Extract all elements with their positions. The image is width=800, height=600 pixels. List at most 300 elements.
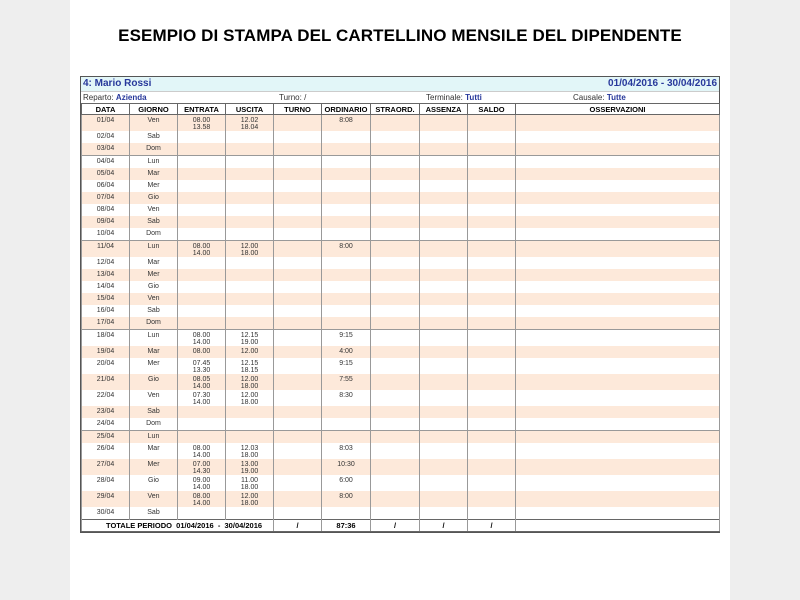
- cell-turno-text: [274, 491, 321, 493]
- total-assenza: /: [420, 520, 468, 532]
- cell-straord-text: [371, 475, 419, 477]
- col-straord: STRAORD.: [371, 104, 420, 115]
- cell-turno-text: [274, 269, 321, 271]
- table-row: [82, 507, 720, 520]
- cell-data: [82, 293, 130, 305]
- cell-uscita-time: 18.00: [240, 250, 259, 257]
- cell-saldo-text: [468, 374, 515, 376]
- cell-turno: [274, 216, 322, 228]
- cell-saldo: [468, 204, 516, 216]
- cell-saldo: [468, 346, 516, 358]
- cell-data: [82, 143, 130, 156]
- cell-saldo: [468, 358, 516, 374]
- cell-assenza: [420, 192, 468, 204]
- cell-entrata: [178, 131, 226, 143]
- cell-osservazioni: [516, 180, 720, 192]
- reparto-info: [83, 93, 147, 102]
- cell-turno-text: [274, 358, 321, 360]
- cell-entrata-times: [178, 317, 225, 319]
- employee-name: 4: Mario Rossi: [83, 78, 152, 89]
- cell-entrata: [178, 374, 226, 390]
- cell-entrata-time: 08.00: [192, 332, 211, 339]
- cell-osservazioni-text: [516, 281, 719, 283]
- cell-data: [82, 168, 130, 180]
- cell-osservazioni-text: [516, 257, 719, 259]
- cell-saldo-text: [468, 131, 515, 133]
- cell-uscita: [226, 216, 274, 228]
- cell-assenza: [420, 228, 468, 241]
- cell-data: [82, 443, 130, 459]
- cell-assenza-text: [420, 507, 467, 509]
- cell-ordinario-text: 6:00: [339, 477, 353, 484]
- cell-uscita-time: 18.00: [240, 484, 259, 491]
- cell-uscita-times: [226, 406, 273, 408]
- cell-turno: [274, 507, 322, 520]
- table-row: [82, 406, 720, 418]
- cell-saldo-text: [468, 406, 515, 408]
- cell-data-text: 26/04: [96, 445, 115, 452]
- cell-assenza-text: [420, 358, 467, 360]
- cell-giorno-text: Mar: [147, 259, 160, 266]
- cell-straord: [371, 406, 420, 418]
- cell-assenza-text: [420, 115, 467, 117]
- reparto-value: Azienda: [115, 93, 147, 102]
- cell-straord: [371, 131, 420, 143]
- cell-saldo: [468, 390, 516, 406]
- cell-data-text: 16/04: [96, 307, 115, 314]
- timecard: [80, 76, 720, 533]
- cell-assenza-text: [420, 346, 467, 348]
- cell-assenza: [420, 131, 468, 143]
- cell-uscita-times: [226, 475, 273, 491]
- cell-assenza-text: [420, 204, 467, 206]
- cell-data-text: 23/04: [96, 408, 115, 415]
- cell-giorno-text: Ven: [147, 117, 160, 124]
- turno-label: Turno:: [279, 93, 302, 102]
- cell-giorno: [130, 418, 178, 431]
- cell-assenza-text: [420, 180, 467, 182]
- cell-straord-text: [371, 358, 419, 360]
- cell-giorno-text: Lun: [147, 158, 160, 165]
- cell-turno: [274, 192, 322, 204]
- cell-giorno-text: Gio: [148, 194, 159, 201]
- cell-saldo-text: [468, 143, 515, 145]
- cell-data: [82, 358, 130, 374]
- cell-entrata-times: [178, 418, 225, 420]
- cell-giorno: [130, 216, 178, 228]
- cell-entrata-times: [178, 143, 225, 145]
- cell-saldo: [468, 180, 516, 192]
- cell-assenza-text: [420, 131, 467, 133]
- cell-saldo: [468, 192, 516, 204]
- cell-entrata-time: 14.00: [192, 399, 211, 406]
- cell-entrata-times: [178, 269, 225, 271]
- cell-entrata: [178, 418, 226, 431]
- table-row: [82, 168, 720, 180]
- cell-straord-text: [371, 192, 419, 194]
- cell-turno-text: [274, 330, 321, 332]
- cell-saldo: [468, 443, 516, 459]
- cell-data-text: 29/04: [96, 493, 115, 500]
- cell-giorno: [130, 491, 178, 507]
- cell-assenza-text: [420, 491, 467, 493]
- cell-straord: [371, 180, 420, 192]
- total-row: [82, 520, 720, 532]
- cell-osservazioni: [516, 443, 720, 459]
- cell-entrata-times: [178, 459, 225, 475]
- cell-ordinario: [322, 257, 371, 269]
- cell-ordinario: [322, 192, 371, 204]
- cell-entrata-time: 08.00: [192, 493, 211, 500]
- cell-osservazioni: [516, 491, 720, 507]
- cell-entrata-time: 08.00: [192, 243, 211, 250]
- cell-osservazioni: [516, 168, 720, 180]
- attendance-table: [81, 103, 720, 532]
- cell-turno: [274, 330, 322, 347]
- table-row: [82, 131, 720, 143]
- cell-ordinario: [322, 204, 371, 216]
- cell-osservazioni: [516, 406, 720, 418]
- cell-straord-text: [371, 281, 419, 283]
- table-row: [82, 475, 720, 491]
- cell-ordinario: [322, 269, 371, 281]
- cell-giorno: [130, 293, 178, 305]
- cell-giorno: [130, 180, 178, 192]
- causale-value: Tutte: [606, 93, 626, 102]
- cell-entrata: [178, 431, 226, 444]
- cell-data: [82, 192, 130, 204]
- table-row: [82, 143, 720, 156]
- cell-osservazioni: [516, 228, 720, 241]
- cell-entrata-times: [178, 443, 225, 459]
- table-row: [82, 346, 720, 358]
- cell-saldo-text: [468, 168, 515, 170]
- cell-turno: [274, 346, 322, 358]
- cell-assenza: [420, 115, 468, 132]
- cell-turno: [274, 180, 322, 192]
- cell-data: [82, 241, 130, 258]
- cell-ordinario: [322, 281, 371, 293]
- cell-ordinario: [322, 115, 371, 132]
- cell-uscita: [226, 143, 274, 156]
- cell-saldo-text: [468, 281, 515, 283]
- cell-data: [82, 228, 130, 241]
- cell-entrata-time: 14.00: [192, 250, 211, 257]
- cell-straord: [371, 216, 420, 228]
- cell-straord-text: [371, 143, 419, 145]
- cell-giorno: [130, 241, 178, 258]
- cell-assenza: [420, 358, 468, 374]
- cell-ordinario: [322, 443, 371, 459]
- cell-straord-text: [371, 131, 419, 133]
- cell-assenza: [420, 317, 468, 330]
- cell-ordinario-text: 10:30: [337, 461, 355, 468]
- cell-turno: [274, 358, 322, 374]
- cell-straord-text: [371, 269, 419, 271]
- cell-data: [82, 330, 130, 347]
- cell-entrata-times: [178, 346, 225, 355]
- cell-straord: [371, 358, 420, 374]
- cell-data-text: 13/04: [96, 271, 115, 278]
- causale-info: [573, 93, 626, 102]
- cell-uscita-times: [226, 180, 273, 182]
- cell-turno-text: [274, 317, 321, 319]
- cell-osservazioni: [516, 131, 720, 143]
- table-row: [82, 418, 720, 431]
- cell-data-text: 12/04: [96, 259, 115, 266]
- cell-entrata: [178, 330, 226, 347]
- cell-straord: [371, 168, 420, 180]
- cell-straord-text: [371, 374, 419, 376]
- table-row: [82, 305, 720, 317]
- cell-turno-text: [274, 241, 321, 243]
- cell-uscita-times: [226, 431, 273, 433]
- cell-turno-text: [274, 131, 321, 133]
- cell-straord: [371, 228, 420, 241]
- cell-turno-text: [274, 228, 321, 230]
- cell-data: [82, 431, 130, 444]
- cell-turno: [274, 317, 322, 330]
- cell-giorno-text: Dom: [146, 319, 161, 326]
- cell-ordinario-text: 8:08: [339, 117, 353, 124]
- cell-osservazioni: [516, 216, 720, 228]
- cell-uscita-time: 13.00: [240, 461, 259, 468]
- col-osservazioni: OSSERVAZIONI: [516, 104, 720, 115]
- cell-saldo: [468, 216, 516, 228]
- cell-osservazioni: [516, 390, 720, 406]
- cell-uscita-times: [226, 228, 273, 230]
- cell-straord-text: [371, 241, 419, 243]
- terminale-info: [426, 93, 482, 102]
- cell-turno-text: [274, 281, 321, 283]
- cell-straord: [371, 390, 420, 406]
- cell-saldo: [468, 330, 516, 347]
- cell-ordinario-text: 8:00: [339, 243, 353, 250]
- cell-data-text: 04/04: [96, 158, 115, 165]
- cell-turno-text: [274, 180, 321, 182]
- cell-osservazioni-text: [516, 507, 719, 509]
- cell-saldo-text: [468, 216, 515, 218]
- cell-osservazioni: [516, 418, 720, 431]
- cell-straord: [371, 330, 420, 347]
- cell-assenza: [420, 216, 468, 228]
- cell-saldo: [468, 131, 516, 143]
- cell-straord-text: [371, 443, 419, 445]
- cell-turno: [274, 459, 322, 475]
- cell-uscita: [226, 374, 274, 390]
- cell-osservazioni-text: [516, 228, 719, 230]
- cell-assenza: [420, 390, 468, 406]
- col-data: DATA: [82, 104, 130, 115]
- cell-giorno-text: Mer: [147, 271, 160, 278]
- cell-entrata: [178, 216, 226, 228]
- cell-uscita-time: 18.00: [240, 399, 259, 406]
- cell-uscita: [226, 269, 274, 281]
- cell-data: [82, 156, 130, 169]
- cell-entrata: [178, 281, 226, 293]
- cell-data-text: 17/04: [96, 319, 115, 326]
- cell-osservazioni-text: [516, 192, 719, 194]
- document-title: ESEMPIO DI STAMPA DEL CARTELLINO MENSILE DEL DIPENDENTE: [118, 26, 682, 45]
- table-row: [82, 317, 720, 330]
- cell-saldo-text: [468, 431, 515, 433]
- cell-saldo-text: [468, 257, 515, 259]
- cell-entrata: [178, 115, 226, 132]
- cell-giorno-text: Ven: [147, 493, 160, 500]
- cell-straord-text: [371, 330, 419, 332]
- cell-entrata-times: [178, 115, 225, 131]
- cell-assenza-text: [420, 330, 467, 332]
- cell-saldo-text: [468, 330, 515, 332]
- cell-osservazioni: [516, 156, 720, 169]
- cell-uscita-times: [226, 330, 273, 346]
- cell-saldo: [468, 418, 516, 431]
- cell-assenza: [420, 305, 468, 317]
- table-row: [82, 443, 720, 459]
- cell-assenza-text: [420, 281, 467, 283]
- cell-data-text: 30/04: [96, 509, 115, 516]
- cell-entrata: [178, 459, 226, 475]
- cell-ordinario: [322, 180, 371, 192]
- cell-ordinario: [322, 431, 371, 444]
- cell-data: [82, 317, 130, 330]
- cell-saldo-text: [468, 459, 515, 461]
- cell-entrata: [178, 228, 226, 241]
- cell-osservazioni-text: [516, 418, 719, 420]
- cell-ordinario-text: [322, 156, 370, 158]
- cell-giorno-text: Gio: [148, 376, 159, 383]
- cell-osservazioni: [516, 431, 720, 444]
- cell-osservazioni: [516, 346, 720, 358]
- cell-assenza: [420, 406, 468, 418]
- cell-entrata-times: [178, 491, 225, 507]
- cell-data: [82, 459, 130, 475]
- col-turno: TURNO: [274, 104, 322, 115]
- cell-assenza-text: [420, 459, 467, 461]
- cell-entrata: [178, 406, 226, 418]
- cell-turno-text: [274, 257, 321, 259]
- cell-entrata-times: [178, 507, 225, 509]
- cell-straord: [371, 241, 420, 258]
- cell-straord-text: [371, 459, 419, 461]
- cell-uscita-time: 18.00: [240, 383, 259, 390]
- cell-ordinario-text: [322, 293, 370, 295]
- cell-entrata-times: [178, 192, 225, 194]
- cell-assenza: [420, 507, 468, 520]
- total-saldo: /: [468, 520, 516, 532]
- table-row: [82, 374, 720, 390]
- cell-saldo: [468, 507, 516, 520]
- cell-osservazioni: [516, 507, 720, 520]
- cell-ordinario: [322, 293, 371, 305]
- cell-saldo: [468, 156, 516, 169]
- cell-ordinario-text: [322, 168, 370, 170]
- cell-entrata-time: 08.00: [192, 348, 211, 355]
- cell-ordinario-text: [322, 180, 370, 182]
- cell-ordinario: [322, 241, 371, 258]
- cell-osservazioni: [516, 293, 720, 305]
- cell-giorno: [130, 443, 178, 459]
- cell-giorno: [130, 204, 178, 216]
- cell-straord-text: [371, 418, 419, 420]
- cell-turno: [274, 293, 322, 305]
- cell-saldo: [468, 459, 516, 475]
- cell-saldo: [468, 431, 516, 444]
- cell-saldo-text: [468, 192, 515, 194]
- cell-uscita: [226, 390, 274, 406]
- cell-data-text: 19/04: [96, 348, 115, 355]
- table-row: [82, 431, 720, 444]
- cell-assenza: [420, 459, 468, 475]
- reparto-label: Reparto:: [83, 93, 114, 102]
- cell-uscita-times: [226, 281, 273, 283]
- cell-saldo-text: [468, 491, 515, 493]
- cell-uscita: [226, 168, 274, 180]
- cell-straord: [371, 156, 420, 169]
- cell-straord-text: [371, 257, 419, 259]
- cell-entrata-time: 08.05: [192, 376, 211, 383]
- cell-entrata-times: [178, 431, 225, 433]
- cell-data-text: 18/04: [96, 332, 115, 339]
- cell-uscita-times: [226, 374, 273, 390]
- cell-straord-text: [371, 431, 419, 433]
- cell-uscita-time: 11.00: [241, 477, 258, 484]
- cell-uscita-times: [226, 204, 273, 206]
- cell-ordinario: [322, 305, 371, 317]
- cell-uscita-time: 18.04: [240, 124, 259, 131]
- cell-entrata: [178, 180, 226, 192]
- cell-straord: [371, 431, 420, 444]
- cell-entrata: [178, 507, 226, 520]
- cell-giorno: [130, 358, 178, 374]
- cell-uscita-times: [226, 305, 273, 307]
- cell-giorno: [130, 192, 178, 204]
- cell-saldo: [468, 475, 516, 491]
- cell-straord: [371, 257, 420, 269]
- cell-uscita-time: 12.00: [240, 376, 259, 383]
- cell-uscita: [226, 257, 274, 269]
- cell-straord: [371, 418, 420, 431]
- cell-osservazioni: [516, 241, 720, 258]
- cell-turno: [274, 204, 322, 216]
- terminale-label: Terminale:: [426, 93, 463, 102]
- cell-osservazioni-text: [516, 390, 719, 392]
- cell-ordinario-text: [322, 406, 370, 408]
- cell-saldo-text: [468, 115, 515, 117]
- cell-giorno: [130, 330, 178, 347]
- cell-entrata: [178, 257, 226, 269]
- cell-osservazioni: [516, 257, 720, 269]
- cell-giorno: [130, 156, 178, 169]
- cell-saldo-text: [468, 475, 515, 477]
- cell-giorno-text: Mer: [147, 461, 160, 468]
- terminale-value: Tutti: [465, 93, 482, 102]
- cell-entrata-times: [178, 168, 225, 170]
- cell-data: [82, 281, 130, 293]
- cell-entrata-times: [178, 257, 225, 259]
- table-row: [82, 156, 720, 169]
- cell-saldo: [468, 317, 516, 330]
- cell-giorno-text: Lun: [147, 243, 160, 250]
- table-row: [82, 390, 720, 406]
- cell-giorno: [130, 143, 178, 156]
- cell-assenza: [420, 241, 468, 258]
- cell-uscita-time: 19.00: [240, 339, 259, 346]
- cell-ordinario-text: [322, 507, 370, 509]
- cell-osservazioni-text: [516, 330, 719, 332]
- cell-ordinario: [322, 216, 371, 228]
- cell-uscita-times: [226, 131, 273, 133]
